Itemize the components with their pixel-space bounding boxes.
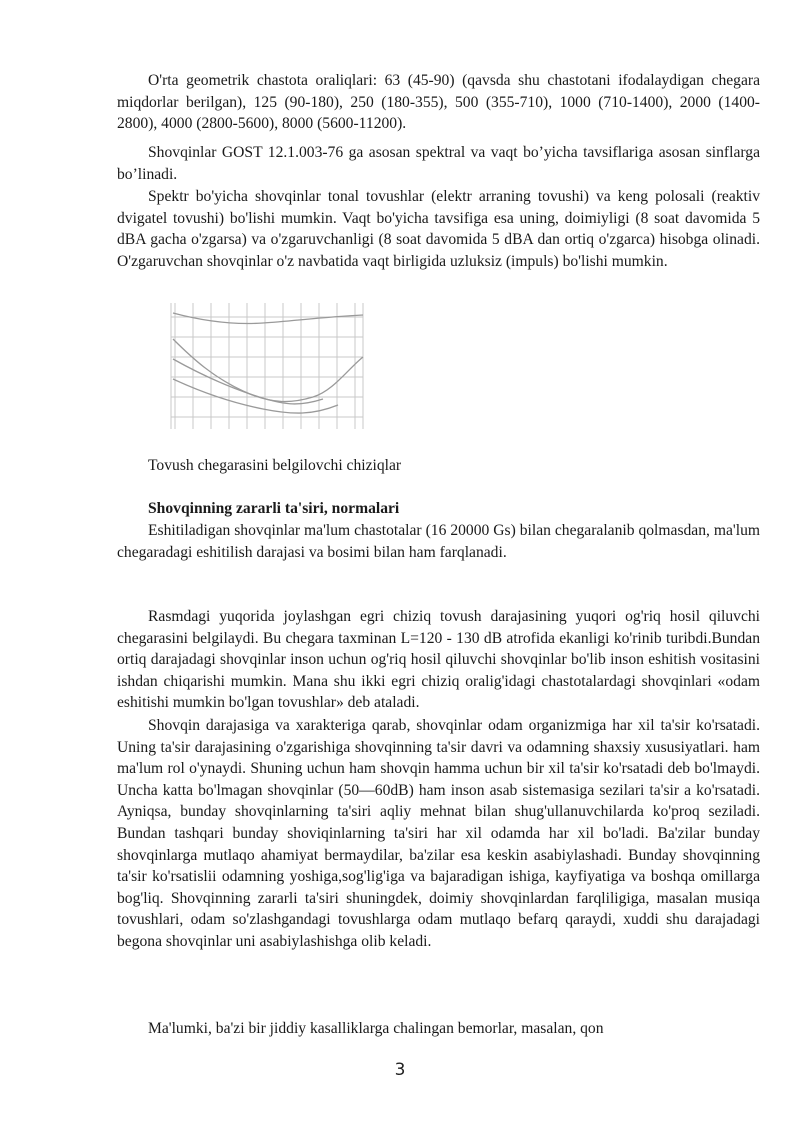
paragraph-noise-effects: Shovqin darajasiga va xarakteriga qarab, shovqinlar odam organizmiga har xil ta'sir ko'rsatadi. Uning ta'sir darajasining o'zgarishiga shovqinning ta'sir davri va odamning shaxsiy xususiyatlari. ham ma'lum rol o'ynaydi. Shuning uchun ham shovqin hamma uchun bir xil ta'sir ko'rsatadi deb bo'lmaydi. Uncha katta bo'lmagan shovqinlar (50—60dB) ham inson asab sistemasiga sezilari ta'sir a ko'rsatadi. Ayniqsa, bunday shovqinlarning ta'siri aqliy mehnat bilan shug'ullanuvchilarda ko'proq seziladi. Bundan tashqari bunday shoviqinlarning ta'siri har xil odamda har xil bo'ladi. Ba'zilar bunday shovqinlarga mutlaqo ahamiyat bermaydilar, ba'zilar esa keskin asabiylashadi. Bunday shovqinning ta'sir ko'rsatislii odamning yoshiga,sog'lig'iga va bajaradigan ishiga, kayfiyatiga va boshqa omillarga bog'liq. Shovqinning zararli ta'siri shuningdek, doimiy shovqinlardan farqliligiga, masalan musiqa tovushlari, odam so'zlashgandagi tovushlarga odam mutlaqo befarq qaraydi, xuddi shu darajadagi begona shovqinlar uni asabiylashishga olib keladi. [117, 717, 760, 950]
paragraph-audible-range: Eshitiladigan shovqinlar ma'lum chastotalar (16 20000 Gs) bilan chegaralanib qolmasdan, ma'lum chegaradagi eshitilish darajasi va bosimi bilan ham farqlanadi. [117, 522, 760, 561]
paragraph-frequency-bands: O'rta geometrik chastota oraliqlari: 63 (45-90) (qavsda shu chastotani ifodalaydigan chegara miqdorlar berilgan), 125 (90-180), 250 (180-355), 500 (355-710), 1000 (710-1400), 2000 (1400-2800), 4000 (2800-5600), 8000 (5600-11200). [117, 72, 760, 133]
page-number: 3 [394, 1060, 406, 1080]
paragraph-gost-classification: Shovqinlar GOST 12.1.003-76 ga asosan spektral va vaqt bo’yicha tavsiflariga asosan sinflarga bo’linadi. [117, 144, 760, 183]
figure-caption: Tovush chegarasini belgilovchi chiziqlar [148, 457, 402, 474]
hearing-threshold-graph-icon [163, 299, 368, 434]
section-heading: Shovqinning zararli ta'siri, normalari [148, 500, 400, 517]
paragraph-patients: Ma'lumki, ba'zi bir jiddiy kasalliklarga chalingan bemorlar, masalan, qon [148, 1020, 604, 1037]
paragraph-spectrum-time: Spektr bo'yicha shovqinlar tonal tovushlar (elektr arraning tovushi) va keng polosali (reaktiv dvigatel tovushi) bo'lishi mumkin. Vaqt bo'yicha tavsifiga esa uning, doimiyligi (8 soat davomida 5 dBA gacha o'zgarsa) va o'zgaruvchanligi (8 soat davomida 5 dBA dan ortiq o'zgarca) hisobga olinadi. O'zgaruvchan shovqinlar o'z navbatida vaqt birligida uzluksiz (impuls) bo'lishi mumkin. [117, 188, 760, 270]
paragraph-pain-threshold: Rasmdagi yuqorida joylashgan egri chiziq tovush darajasining yuqori og'riq hosil qiluvchi chegarasini belgilaydi. Bu chegara taxminan L=120 - 130 dB atrofida ekanligi ko'rinib turibdi.Bundan ortiq darajadagi shovqinlar inson uchun og'riq hosil qiluvchi shovqinlar bo'lib inson eshitish vositasini ishdan chiqarishi mumkin. Mana shu ikki egri chiziq oralig'idagi chastotalardagi shovqinlari «odam eshitishi mumkin bo'lgan tovushlar» deb ataladi. [117, 608, 760, 712]
